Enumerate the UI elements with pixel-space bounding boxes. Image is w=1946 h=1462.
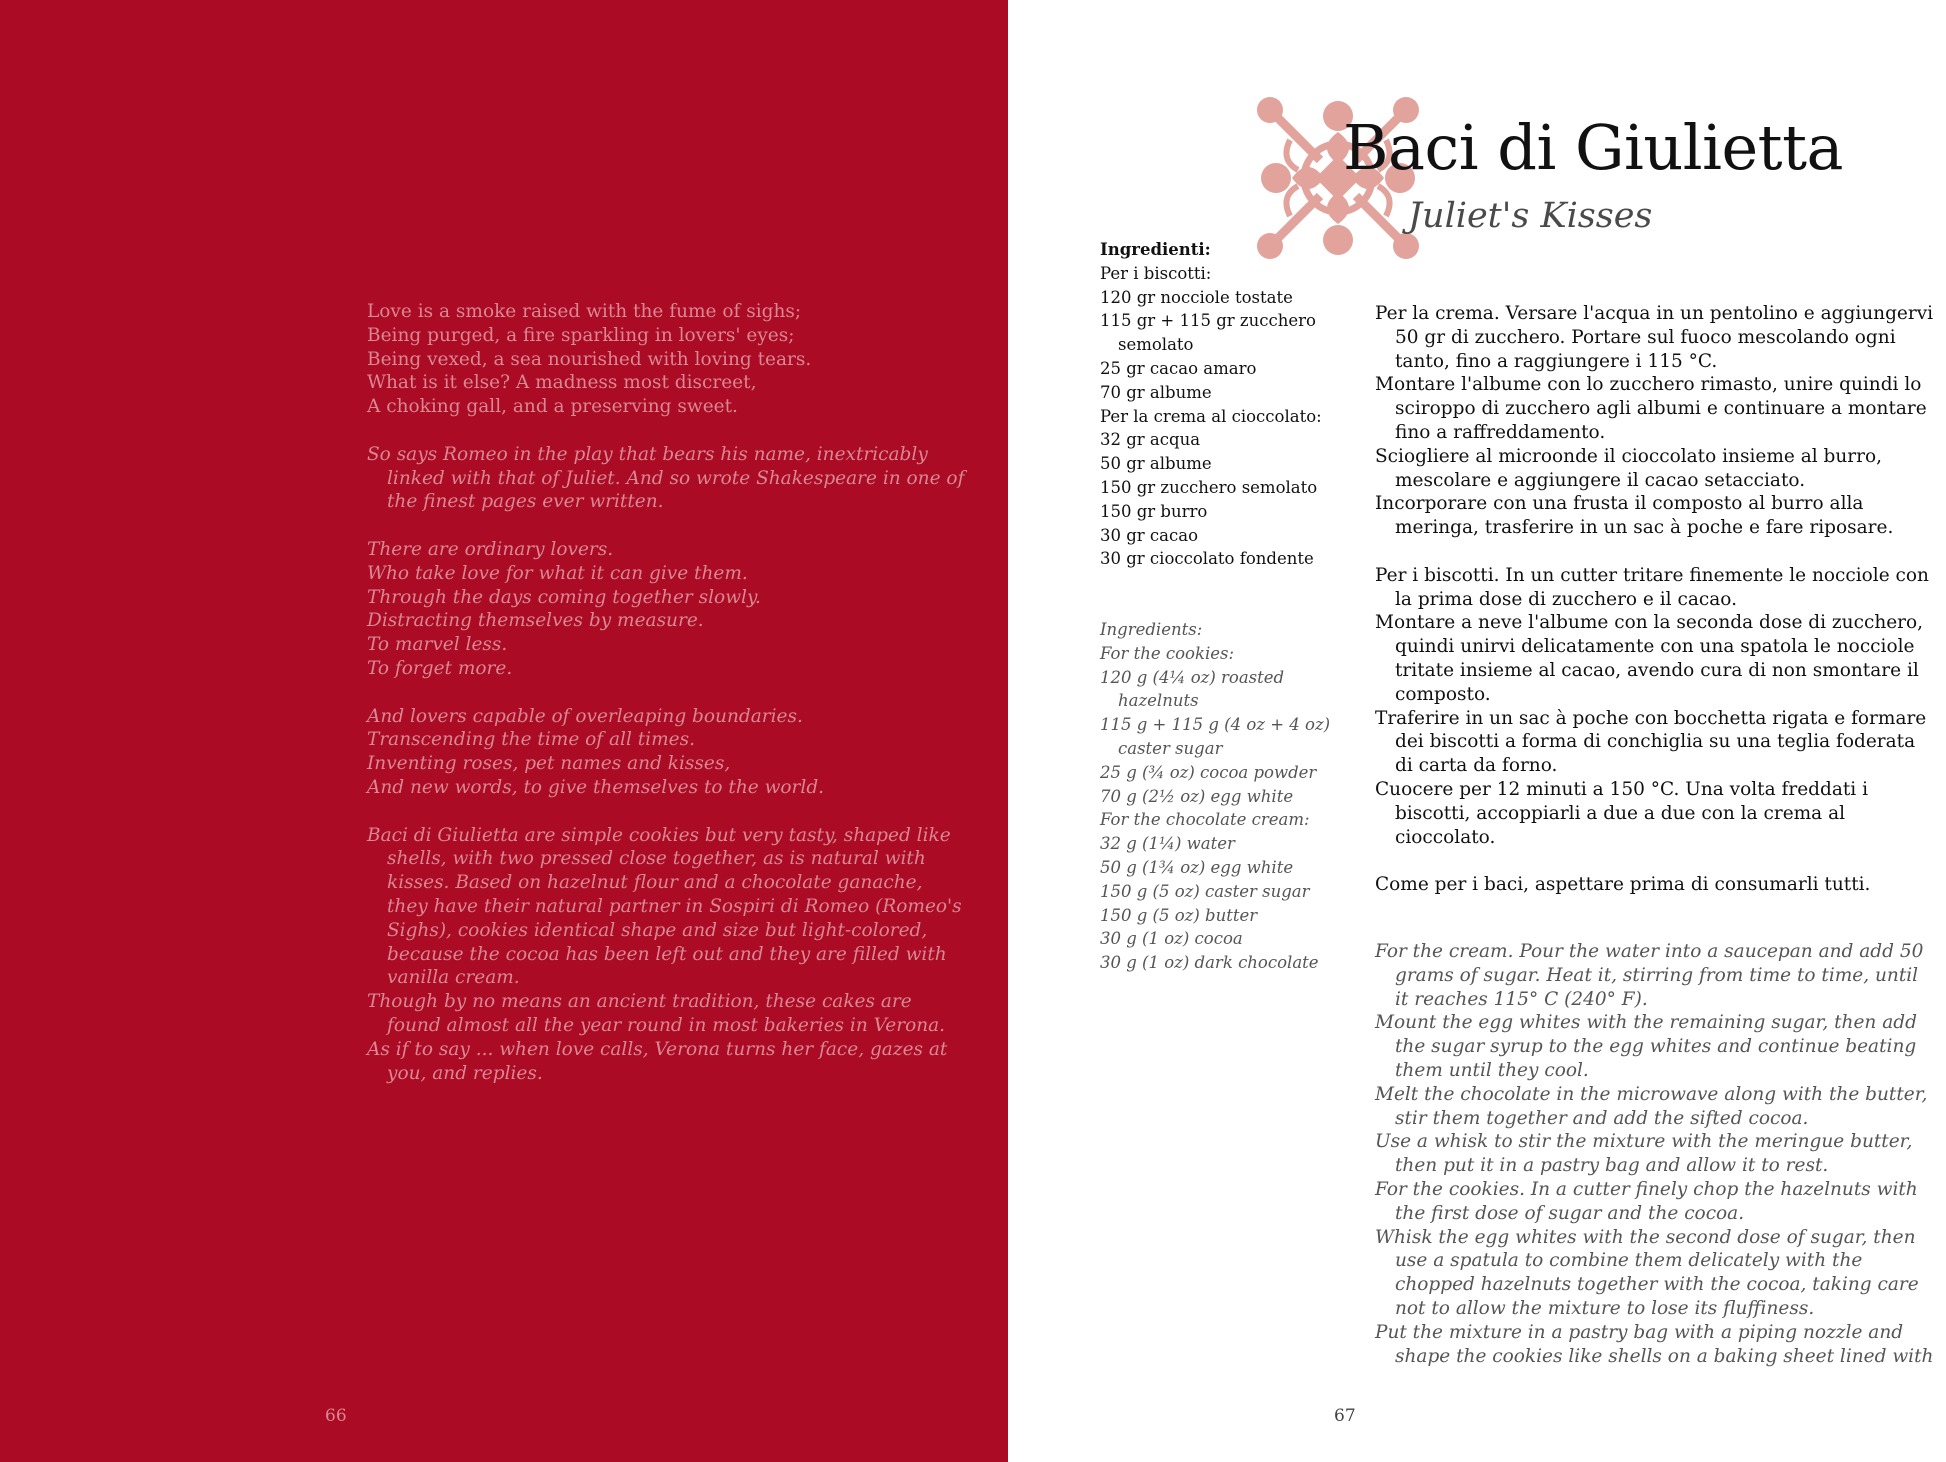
ingredient-item: 32 g (1¼) water [1100, 834, 1235, 854]
ingredients-english [1100, 618, 1330, 975]
method-step: Per la crema. Versare l'acqua in un pentolino e aggiungervi 50 gr di zucchero. Portare sul fuoco mescolando ogni tanto, fino a raggiungere i 115 °C. [1375, 303, 1934, 372]
ingredient-item: 115 gr + 115 gr zucchero [1100, 311, 1316, 331]
ingredient-item: 25 gr cacao amaro [1100, 358, 1257, 378]
cookies-subheading: For the cookies: [1100, 643, 1235, 663]
ingredient-item: 120 g (4¼ oz) roasted [1100, 667, 1285, 687]
method-step: Melt the chocolate in the microwave along with the butter, stir them together and add the sifted cocoa. [1375, 1083, 1928, 1129]
ingredient-item: 150 g (5 oz) butter [1100, 905, 1258, 925]
ingredient-item: 50 g (1¾ oz) egg white [1100, 857, 1294, 877]
method-step: Mount the egg whites with the remaining sugar, then add the sugar syrup to the egg whites and continue beating them until they cool. [1375, 1012, 1917, 1081]
method-step: Incorporare con una frusta il composto al burro alla meringa, trasferire in un sac à poche e fare riposare. [1375, 493, 1894, 539]
method-italian [1375, 302, 1935, 897]
method-step: Traferire in un sac à poche con bocchetta rigata e formare dei biscotti a forma di conchiglia su una teglia foderata di carta da forno. [1375, 707, 1927, 777]
ingredient-item: 150 g (5 oz) caster sugar [1100, 881, 1310, 901]
page-number-left: 66 [325, 1406, 347, 1426]
ingredient-item: 70 g (2½ oz) egg white [1100, 786, 1294, 806]
cream-subheading: For the chocolate cream: [1100, 810, 1310, 830]
ingredient-item: 120 gr nocciole tostate [1100, 287, 1293, 307]
ingredient-item: 150 gr burro [1100, 501, 1208, 521]
ingredient-item: 32 gr acqua [1100, 430, 1201, 450]
method-step: Whisk the egg whites with the second dose of sugar, then use a spatula to combine them delicately with the chopped hazelnuts together with the cocoa, taking care not to allow the mixture to lose its fluffiness. [1375, 1226, 1919, 1319]
ingredients-heading: Ingredients: [1100, 620, 1203, 639]
left-page-text [367, 300, 967, 1085]
method-english [1375, 940, 1935, 1368]
method-step: For the cream. Pour the water into a saucepan and add 50 grams of sugar. Heat it, stirring from time to time, until it reaches 115° C (240° F). [1375, 941, 1924, 1010]
method-step: Per i biscotti. In un cutter tritare finemente le nocciole con la prima dose di zucchero e il cacao. [1375, 564, 1929, 610]
ingredient-item: hazelnuts [1118, 691, 1199, 711]
spacer [1375, 849, 1935, 873]
ingredient-item: 30 g (1 oz) cocoa [1100, 929, 1243, 949]
spacer [1375, 540, 1935, 564]
capable-lovers-verse: And lovers capable of overleaping boundaries. Transcending the time of all times. Inventing roses, pet names and kisses, And new words, to give themselves to the world. [367, 705, 825, 798]
ingredient-item: 25 g (¾ oz) cocoa powder [1100, 762, 1317, 782]
recipe-subtitle: Juliet's Kisses [1408, 196, 1653, 236]
closing-paragraph: Though by no means an ancient tradition, these cakes are found almost all the year round in most bakeries in Verona. [367, 991, 946, 1036]
method-closing: Come per i baci, aspettare prima di consumarli tutti. [1375, 874, 1871, 896]
ingredient-item: 70 gr albume [1100, 382, 1212, 402]
method-step: Put the mixture in a pastry bag with a piping nozzle and shape the cookies like shells on a baking sheet lined with [1375, 1321, 1934, 1367]
closing-paragraph: Baci di Giulietta are simple cookies but very tasty, shaped like shells, with two pressed close together, as is natural with kisses. Based on hazelnut flour and a chocolate ganache, they have their natural partner in Sospiri di Romeo (Romeo's Sighs), cookies identical shape and size but light-colored, because the cocoa has been left out and they are filled with vanilla cream. [367, 824, 962, 989]
method-step: Montare a neve l'albume con la seconda dose di zucchero, quindi unirvi delicatamente con una spatola le nocciole tritate insieme al cacao, avendo cura di non smontare il composto. [1375, 612, 1924, 705]
method-step: Sciogliere al microonde il cioccolato insieme al burro, mescolare e aggiungere il cacao setacciato. [1375, 445, 1882, 491]
closing-paragraphs [367, 824, 967, 1086]
ingredient-item: caster sugar [1118, 738, 1223, 758]
ingredient-item: 50 gr albume [1100, 454, 1212, 474]
romeo-paragraph: So says Romeo in the play that bears his name, inextricably linked with that of Juliet. And so wrote Shakespeare in one of the finest pages ever written. [367, 443, 965, 513]
recipe-title: Baci di Giulietta [1343, 111, 1843, 184]
method-step: Use a whisk to stir the mixture with the meringue butter, then put it in a pastry bag and allow it to rest. [1375, 1131, 1913, 1177]
ingredient-item: 30 g (1 oz) dark chocolate [1100, 953, 1319, 973]
closing-paragraph: As if to say ... when love calls, Verona turns her face, gazes at you, and replies. [367, 1038, 948, 1084]
ingredient-item: 115 g + 115 g (4 oz + 4 oz) [1100, 715, 1331, 735]
page-number-right: 67 [1334, 1406, 1356, 1426]
method-step: Montare l'albume con lo zucchero rimasto, unire quindi lo sciroppo di zucchero agli albumi e continuare a montare fino a raffreddamento. [1375, 374, 1927, 443]
ingredient-item: 30 gr cacao [1100, 525, 1199, 545]
cream-subheading: Per la crema al cioccolato: [1100, 406, 1322, 426]
ingredients-italian [1100, 238, 1330, 571]
ingredient-item: 150 gr zucchero semolato [1100, 477, 1318, 497]
method-step: For the cookies. In a cutter finely chop the hazelnuts with the first dose of sugar and the cocoa. [1375, 1178, 1918, 1224]
cookies-subheading: Per i biscotti: [1100, 263, 1212, 283]
ingredients-heading: Ingredienti: [1100, 240, 1211, 259]
ordinary-lovers-verse: There are ordinary lovers. Who take love for what it can give them. Through the days coming together slowly. Distracting themselves by measure. To marvel less. To forget more. [367, 538, 761, 679]
ingredient-item: 30 gr cioccolato fondente [1100, 549, 1314, 569]
shakespeare-poem: Love is a smoke raised with the fume of sighs; Being purged, a fire sparkling in lovers' eyes; Being vexed, a sea nourished with loving tears. What is it else? A madness most discreet, A choking gall, and a preserving sweet. [367, 301, 812, 418]
ingredient-item: semolato [1118, 335, 1194, 355]
method-step: Cuocere per 12 minuti a 150 °C. Una volta freddati i biscotti, accoppiarli a due a due con la crema al cioccolato. [1375, 778, 1869, 848]
